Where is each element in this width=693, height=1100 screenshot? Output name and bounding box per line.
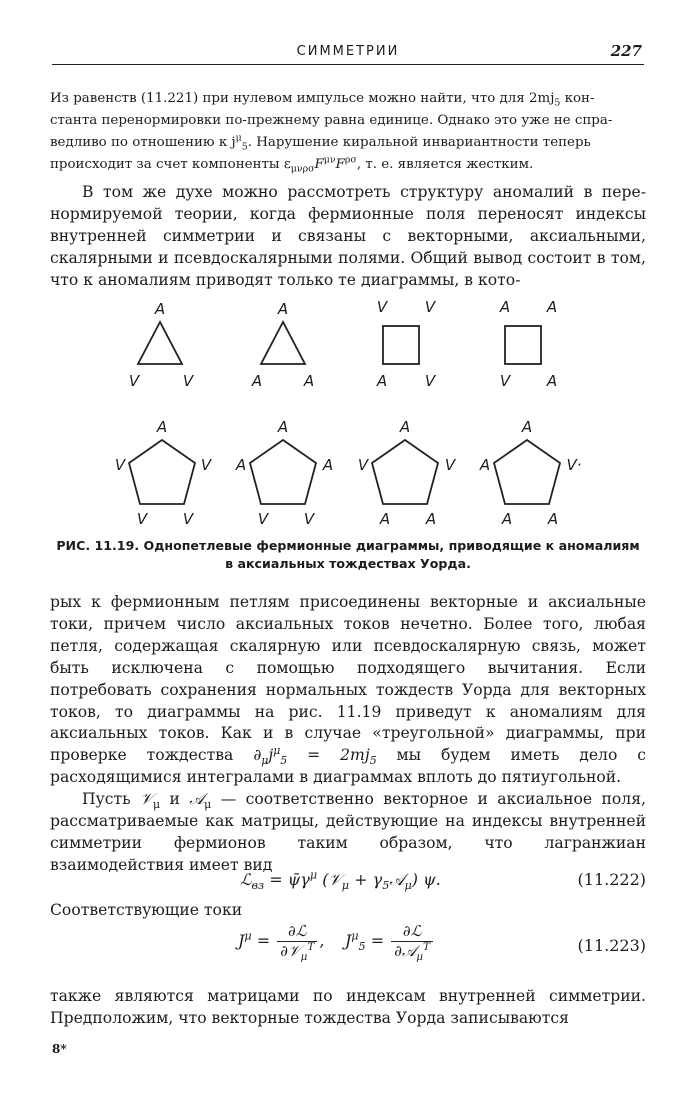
axial-field-sub: μ (204, 798, 212, 812)
fraction-vector-den (277, 942, 317, 961)
diagram-1-label-right: V (182, 372, 194, 390)
caption-line-2: в аксиальных тождествах Уорда. (225, 556, 471, 571)
fraction-axial-den (391, 942, 433, 961)
diagram-8-label-bl: A (501, 510, 513, 528)
top-line-4-b: , т. е. является жестким. (356, 157, 534, 172)
diagram-6-label-bl: V (257, 510, 269, 528)
eq1-sub3: μ (404, 879, 412, 893)
diagram-4-label-tr: A (546, 298, 558, 316)
paragraph-2-b: мы будем иметь дело с расходящимися интегралами в диаграммах вплоть до пятиугольной. (50, 746, 646, 787)
running-head (52, 42, 644, 65)
equation-11-223-body (238, 922, 435, 961)
top-line-3-sup: μ (235, 132, 242, 144)
pentagon-diagram-1 (129, 440, 195, 504)
currents-label (50, 900, 646, 922)
lagrangian-symbol: ℒ (240, 870, 252, 889)
diagram-8-label-br: A (547, 510, 559, 528)
figure-caption (50, 537, 646, 573)
diagram-5-label-right: V (200, 456, 212, 474)
diagram-4-label-bl: V (499, 372, 511, 390)
equation-number-11-222: (11.222) (577, 870, 646, 889)
fraction-axial-den-text: ∂𝒜 (394, 942, 417, 960)
identity-rhs-sub: 5 (369, 754, 377, 768)
eq1-sub2: 5 (382, 879, 390, 893)
diagram-8-label-left: A (479, 456, 491, 474)
fraction-axial-num: ∂ℒ (391, 922, 433, 942)
top-line-2: станта перенормировки по-прежнему равна единице. Однако это уже не спра- (50, 113, 613, 128)
pentagon-diagram-2 (250, 440, 316, 504)
identity-sup: μ (273, 744, 281, 758)
top-line-1-end: кон- (560, 91, 595, 106)
current-J5-sub: 5 (358, 940, 366, 954)
top-line-1-text: Из равенств (11.221) при нулевом импульсе можно найти, что для 2mj (50, 91, 555, 106)
fraction-axial-den-sub: μ (416, 951, 424, 963)
equation-11-223 (50, 922, 646, 972)
current-J-sup: μ (244, 929, 252, 943)
diagram-6-label-left: A (235, 456, 247, 474)
vector-field-sub: μ (153, 798, 161, 812)
diagram-4-label-br: A (546, 372, 558, 390)
lagrangian-sub: вз (251, 879, 265, 893)
eq1-rhs-sup: μ (309, 868, 318, 882)
diagram-5-label-left: V (114, 456, 126, 474)
top-line-3-a: ведливо по отношению к j (50, 135, 236, 150)
paragraph-3-start: Пусть (82, 790, 141, 809)
top-line-3 (50, 132, 645, 154)
diagram-6-label-right: A (322, 456, 334, 474)
eq1-rhs-mid3: 𝒜 (389, 870, 405, 889)
diagram-3-label-br: V (424, 372, 436, 390)
triangle-diagram-1 (138, 322, 182, 364)
caption-line-1: РИС. 11.19. Однопетлевые фермионные диаграммы, приводящие к аномалиям (56, 538, 640, 553)
diagram-7-label-br: A (425, 510, 437, 528)
top-paragraph (50, 88, 645, 176)
diagram-3-label-tl: V (376, 298, 388, 316)
top-line-4 (50, 154, 645, 176)
equation-11-222 (50, 866, 646, 898)
paragraph-1 (50, 182, 646, 292)
identity-sub: μ (261, 754, 269, 768)
diagram-3-label-tr: V (424, 298, 436, 316)
running-title: СИММЕТРИИ (296, 44, 400, 59)
fraction-vector-den-sub: μ (300, 951, 308, 963)
diagram-8-label-right: V· (566, 456, 582, 474)
diagram-7-label-bl: A (379, 510, 391, 528)
identity-sub5: 5 (280, 754, 288, 768)
diagram-7-label-top: A (399, 418, 411, 436)
paragraph-2 (50, 592, 646, 877)
eq1-rhs-end: ) ψ. (411, 870, 441, 889)
ward-identity (253, 744, 377, 768)
fraction-axial (391, 922, 433, 961)
diagram-shapes (100, 292, 600, 532)
eq2-equals-2: = (365, 931, 390, 950)
diagram-5-label-br: V (182, 510, 194, 528)
paragraph-4-text: также являются матрицами по индексам внутренней симметрии. Предположим, что векторные тождества Уорда записываются (50, 987, 646, 1027)
top-line-1 (50, 88, 645, 110)
triangle-diagram-2 (261, 322, 305, 364)
top-line-4-sup1: μν (323, 154, 336, 166)
diagram-2-label-right: A (303, 372, 315, 390)
fraction-vector-den-text: ∂𝒱 (280, 942, 301, 960)
identity-j: j (268, 746, 274, 765)
top-line-4-a: происходит за счет компоненты ε (50, 157, 291, 172)
top-line-4-F: F (314, 157, 324, 172)
eq1-sub1: μ (341, 879, 350, 893)
top-line-3-sub: 5 (241, 141, 248, 153)
diagram-3-label-bl: A (376, 372, 388, 390)
diagram-5-label-top: A (156, 418, 168, 436)
diagram-4-label-tl: A (499, 298, 511, 316)
eq1-rhs-mid: (𝒱 (317, 870, 342, 889)
fraction-vector-den-sup: T (307, 941, 315, 953)
fraction-vector (277, 922, 317, 961)
fraction-vector-num: ∂ℒ (277, 922, 317, 942)
equation-11-222-body (240, 868, 441, 893)
figure-11-19 (100, 292, 600, 532)
diagram-1-label-left: V (128, 372, 140, 390)
current-J5: J (344, 931, 352, 950)
diagram-7-label-left: V (357, 456, 369, 474)
diagram-2-label-left: A (251, 372, 263, 390)
page-number: 227 (610, 42, 642, 60)
top-line-1-sub: 5 (554, 97, 561, 109)
axial-field-symbol: 𝒜 (189, 790, 205, 809)
paragraph-1-text: В том же духе можно рассмотреть структуру аномалий в пере-нормируемой теории, когда фермионные поля переносят индексы внутренней симметрии и связаны с векторными, аксиальными, скалярными и псевдоскалярными полями. Общий вывод состоит в том, что к аномалиям приводят только те диаграммы, в кото- (50, 183, 646, 289)
paragraph-3-rest: — соответственно векторное и аксиальное поля, рассматриваемые как матрицы, действующие на индексы внутренней симметрии фермионов таким образом, что лагранжиан взаимодействия имеет вид (50, 790, 646, 874)
vector-field-symbol: 𝒱 (140, 790, 154, 809)
paragraph-2-text (50, 592, 646, 789)
eq2-comma: , (319, 931, 325, 950)
paragraph-4 (50, 986, 646, 1030)
diagram-6-label-top: A (277, 418, 289, 436)
square-diagram-1 (383, 326, 419, 364)
paragraph-3-and: и (160, 790, 190, 809)
diagram-8-label-top: A (521, 418, 533, 436)
eq1-rhs: = ψ̄γ (264, 870, 310, 889)
identity-partial: ∂ (253, 746, 262, 765)
diagram-5-label-bl: V (136, 510, 148, 528)
diagram-2-label-top: A (277, 300, 289, 318)
diagram-7-label-right: V (444, 456, 456, 474)
fraction-axial-den-sup: T (423, 941, 431, 953)
eq2-equals-1: = (251, 931, 276, 950)
pentagon-diagram-3 (372, 440, 438, 504)
paragraph-2-a: рых к фермионным петлям присоединены векторные и аксиальные токи, причем число аксиальных токов нечетно. Более того, любая петля, содержащая скалярную или псевдоскалярную связь, может быть исключена с помощью подходящего вычитания. Если потребовать сохранения нормальных тождеств Уорда для векторных токов, то диаграммы на рис. 11.19 приведут к аномалиям для аксиальных токов. Как и в случае «треугольной» диаграммы, при проверке тождества (50, 593, 646, 765)
diagram-6-label-br: V (303, 510, 315, 528)
signature-mark: 8* (52, 1042, 67, 1056)
diagram-1-label-top: A (154, 300, 166, 318)
top-line-4-sup2: ρσ (344, 154, 357, 166)
currents-label-text: Соответствующие токи (50, 901, 243, 919)
identity-rhs: = 2mj (287, 746, 370, 765)
current-J5-sup: μ (351, 929, 359, 943)
paragraph-3-text (50, 789, 646, 877)
pentagon-diagram-4 (494, 440, 560, 504)
square-diagram-2 (505, 326, 541, 364)
equation-number-11-223: (11.223) (577, 936, 646, 955)
current-J: J (238, 931, 245, 950)
eq1-rhs-mid2: + γ (349, 870, 383, 889)
top-line-4-F2: F (335, 157, 345, 172)
top-line-4-sub: μνρσ (290, 163, 315, 175)
top-line-3-b: . Нарушение киральной инвариантности теперь (247, 135, 591, 150)
